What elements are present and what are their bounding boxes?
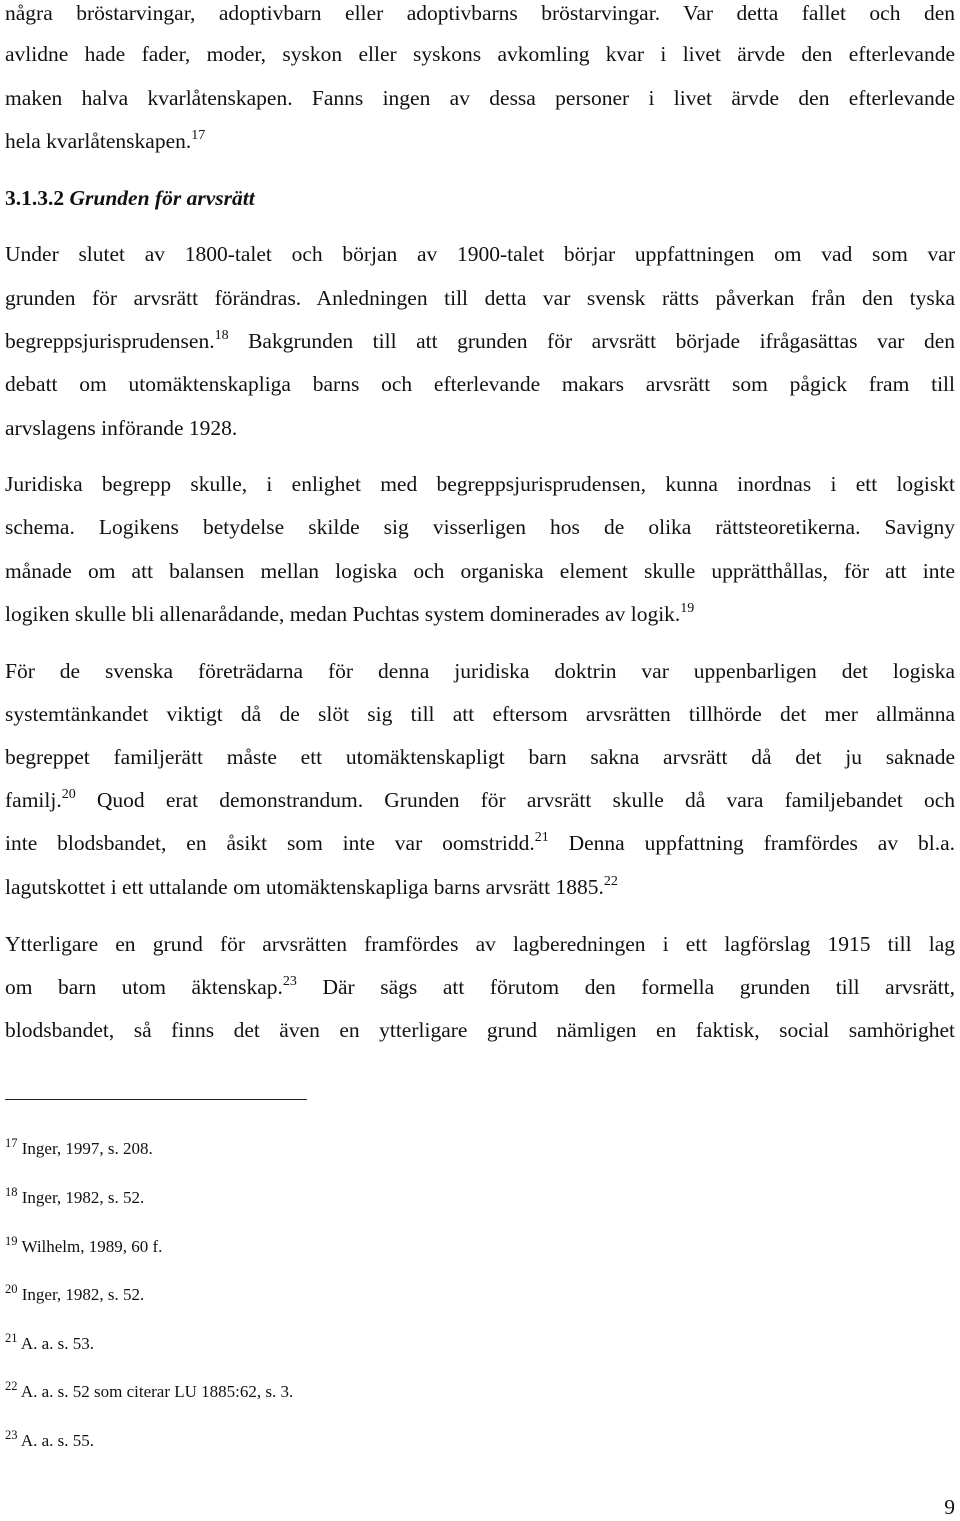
heading-title: Grunden för arvsrätt xyxy=(69,186,255,210)
footnote xyxy=(5,1138,153,1160)
footnote xyxy=(5,1284,144,1306)
body-line: om barn utom äktenskap.$^{23}$ Där sägs att förutom den formella grunden till arvsrätt, xyxy=(5,974,956,999)
body-line: Under slutet av 1800-talet och början av 1900-talet börjar uppfattningen om vad som var xyxy=(5,242,955,266)
footnote xyxy=(5,1333,94,1355)
body-line: hela kvarlåtenskapen.$^{17}$ xyxy=(5,128,206,153)
body-line: maken halva kvarlåtenskapen. Fanns ingen av dessa personer i livet ärvde den efterlevande xyxy=(5,86,955,110)
footnote-ref: 17 xyxy=(191,128,206,143)
footnote-ref: 22 xyxy=(603,874,618,889)
body-line: några bröstarvingar, adoptivbarn eller adoptivbarns bröstarvingar. Var detta fallet och den xyxy=(5,1,955,25)
footnote-text: A. a. s. 55. xyxy=(20,1431,95,1450)
footnote-ref: 21 xyxy=(534,830,549,845)
body-line: logiken skulle bli allenarådande, medan Puchtas system dominerades av logik.$^{19}$ xyxy=(5,601,695,626)
footnote-ref: 18 xyxy=(214,328,229,343)
footnote-text: A. a. s. 52 som citerar LU 1885:62, s. 3. xyxy=(20,1382,294,1401)
footnote-ref: 19 xyxy=(680,601,695,616)
footnote-text: Inger, 1997, s. 208. xyxy=(21,1139,153,1158)
footnote-ref: 20 xyxy=(61,787,76,802)
body-line: systemtänkandet viktigt då de slöt sig till att eftersom arvsrätten tillhörde det mer allmänna xyxy=(5,702,955,726)
body-line: begreppet familjerätt måste ett utomäktenskapligt barn sakna arvsrätt då det ju saknade xyxy=(5,745,955,769)
body-line: blodsbandet, så finns det även en ytterligare grund nämligen en faktisk, social samhörighet xyxy=(5,1018,955,1042)
body-line: debatt om utomäktenskapliga barns och efterlevande makars arvsrätt som pågick fram till xyxy=(5,372,955,396)
body-line: lagutskottet i ett uttalande om utomäktenskapliga barns arvsrätt 1885.22 xyxy=(5,874,618,899)
footnote-number: 19 xyxy=(5,1234,18,1248)
body-line: inte blodsbandet, en åsikt som inte var oomstridd.$^{21}$ Denna uppfattning framfördes av bl.a. xyxy=(5,830,955,855)
page-number: 9 xyxy=(944,1495,955,1519)
footnote-number: 21 xyxy=(5,1331,18,1345)
footnote-text: A. a. s. 53. xyxy=(20,1334,95,1353)
section-heading xyxy=(5,185,955,211)
heading-number: 3.1.3.2 xyxy=(5,186,65,210)
footnote xyxy=(5,1430,94,1452)
body-line: schema. Logikens betydelse skilde sig visserligen hos de olika rättsteoretikerna. Savigny xyxy=(5,515,955,539)
footnote-number: 22 xyxy=(5,1379,18,1393)
body-line: familj.$^{20}$ Quod erat demonstrandum. Grunden för arvsrätt skulle då vara familjebandet och xyxy=(5,787,955,812)
body-line: grunden för arvsrätt förändras. Anledningen till detta var svensk rätts påverkan från den tyska xyxy=(5,286,955,310)
body-line: arvslagens införande 1928. xyxy=(5,416,238,440)
footnote-number: 20 xyxy=(5,1282,18,1296)
footnote-number: 18 xyxy=(5,1185,18,1199)
footnote-ref: 23 xyxy=(282,974,297,989)
body-line: Juridiska begrepp skulle, i enlighet med begreppsjurisprudensen, kunna inordnas i ett logiskt xyxy=(5,472,955,496)
footnote-text: Inger, 1982, s. 52. xyxy=(21,1285,145,1304)
footnote xyxy=(5,1381,293,1403)
footnote xyxy=(5,1187,144,1209)
footnote-text: Wilhelm, 1989, 60 f. xyxy=(21,1237,163,1256)
body-line: månade om att balansen mellan logiska och organiska element skulle upprätthållas, för att inte xyxy=(5,559,955,583)
body-line: begreppsjurisprudensen.$^{18}$ Bakgrunden till att grunden för arvsrätt började ifrågasättas var den xyxy=(5,328,955,353)
body-line: Ytterligare en grund för arvsrätten framfördes av lagberedningen i ett lagförslag 1915 till lag xyxy=(5,932,955,956)
body-line: avlidne hade fader, moder, syskon eller syskons avkomling kvar i livet ärvde den efterlevande xyxy=(5,42,955,66)
body-line: För de svenska företrädarna för denna juridiska doktrin var uppenbarligen det logiska xyxy=(5,659,955,683)
footnote xyxy=(5,1236,162,1258)
footnote-number: 23 xyxy=(5,1428,18,1442)
footnote-text: Inger, 1982, s. 52. xyxy=(21,1188,145,1207)
footnote-number: 17 xyxy=(5,1136,18,1150)
footnote-separator xyxy=(5,1099,307,1100)
